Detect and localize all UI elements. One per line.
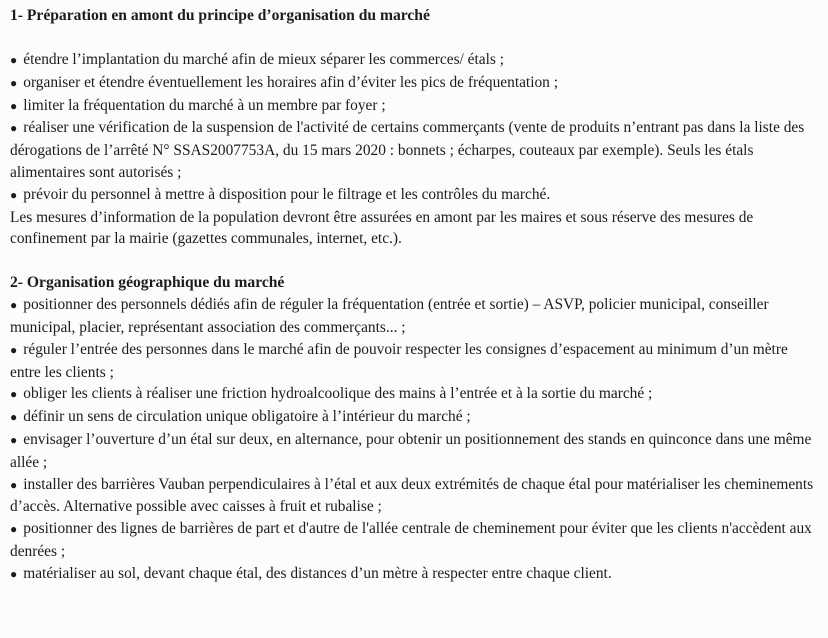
bullet-icon: ● <box>10 477 18 492</box>
section-organisation-geographique <box>10 272 820 585</box>
bullet-list <box>10 49 820 207</box>
list-item <box>10 518 820 563</box>
list-item <box>10 95 820 118</box>
bullet-icon: ● <box>10 522 18 537</box>
list-item-text: envisager l’ouverture d’un étal sur deux, en alternance, pour obtenir un positionnement des stands en quinconce dans une même allée ; <box>10 430 812 471</box>
list-item-text: étendre l’implantation du marché afin de mieux séparer les commerces/ étals ; <box>23 51 505 68</box>
list-item <box>10 474 820 519</box>
bullet-list <box>10 294 820 585</box>
bullet-icon: ● <box>10 53 18 67</box>
list-item <box>10 294 820 339</box>
list-item-text: positionner des personnels dédiés afin de réguler la fréquentation (entrée et sortie) – ASVP, policier municipal, conseiller municipal, placier, représentant association des commerçants... ; <box>10 296 769 336</box>
list-item-text: réaliser une vérification de la suspension de l'activité de certains commerçants (vente de produits n’entrant pas dans la liste des dérogations de l’arrêté N° SSAS2007753A, du 15 mars 2020 : bonnets ; écharpes, couteaux par exemple). Seuls les étals alimentaires sont autorisés ; <box>10 119 805 181</box>
bullet-icon: ● <box>10 342 18 357</box>
list-item <box>10 563 820 586</box>
section-title: 1- Préparation en amont du principe d’organisation du marché <box>10 7 430 24</box>
list-item <box>10 383 820 406</box>
list-item <box>10 72 820 95</box>
bullet-icon: ● <box>10 432 18 447</box>
list-item <box>10 406 820 429</box>
bullet-icon: ● <box>10 298 18 313</box>
list-item-text: installer des barrières Vauban perpendiculaires à l’étal et aux deux extrémités de chaque étal pour matérialiser les cheminements d’accès. Alternative possible avec caisses à fruit et rubalise ; <box>10 475 814 516</box>
list-item <box>10 49 820 72</box>
list-item-text: réguler l’entrée des personnes dans le marché afin de pouvoir respecter les consignes d’espacement au minimum d’un mètre entre les clients ; <box>10 340 788 381</box>
section-preparation <box>10 5 820 250</box>
list-item-text: positionner des lignes de barrières de part et d'autre de l'allée centrale de cheminement pour éviter que les clients n'accèdent aux denrées ; <box>10 520 812 560</box>
bullet-icon: ● <box>10 410 18 425</box>
bullet-icon: ● <box>10 75 18 90</box>
bullet-icon: ● <box>10 121 18 136</box>
bullet-icon: ● <box>10 98 18 113</box>
list-item-text: prévoir du personnel à mettre à disposition pour le filtrage et les contrôles du marché. <box>23 185 551 203</box>
list-item <box>10 184 820 207</box>
bullet-icon: ● <box>10 187 18 202</box>
list-item-text: définir un sens de circulation unique obligatoire à l’intérieur du marché ; <box>23 408 471 426</box>
list-item-text: organiser et étendre éventuellement les horaires afin d’éviter les pics de fréquentation ; <box>23 73 558 91</box>
bullet-icon: ● <box>10 566 18 581</box>
list-item <box>10 117 820 183</box>
list-item-text: limiter la fréquentation du marché à un membre par foyer ; <box>23 96 386 114</box>
bullet-icon: ● <box>10 387 18 402</box>
list-item-text: matérialiser au sol, devant chaque étal, des distances d’un mètre à respecter entre chaque client. <box>23 564 612 582</box>
list-item-text: obliger les clients à réaliser une friction hydroalcoolique des mains à l’entrée et à la sortie du marché ; <box>23 385 653 403</box>
list-item <box>10 339 820 384</box>
list-item <box>10 429 820 474</box>
section-title: 2- Organisation géographique du marché <box>10 274 285 292</box>
info-paragraph: Les mesures d’information de la population devront être assurées en amont par les maires et sous réserve des mesures de confinement par la mairie (gazettes communales, internet, etc.). <box>10 208 754 248</box>
